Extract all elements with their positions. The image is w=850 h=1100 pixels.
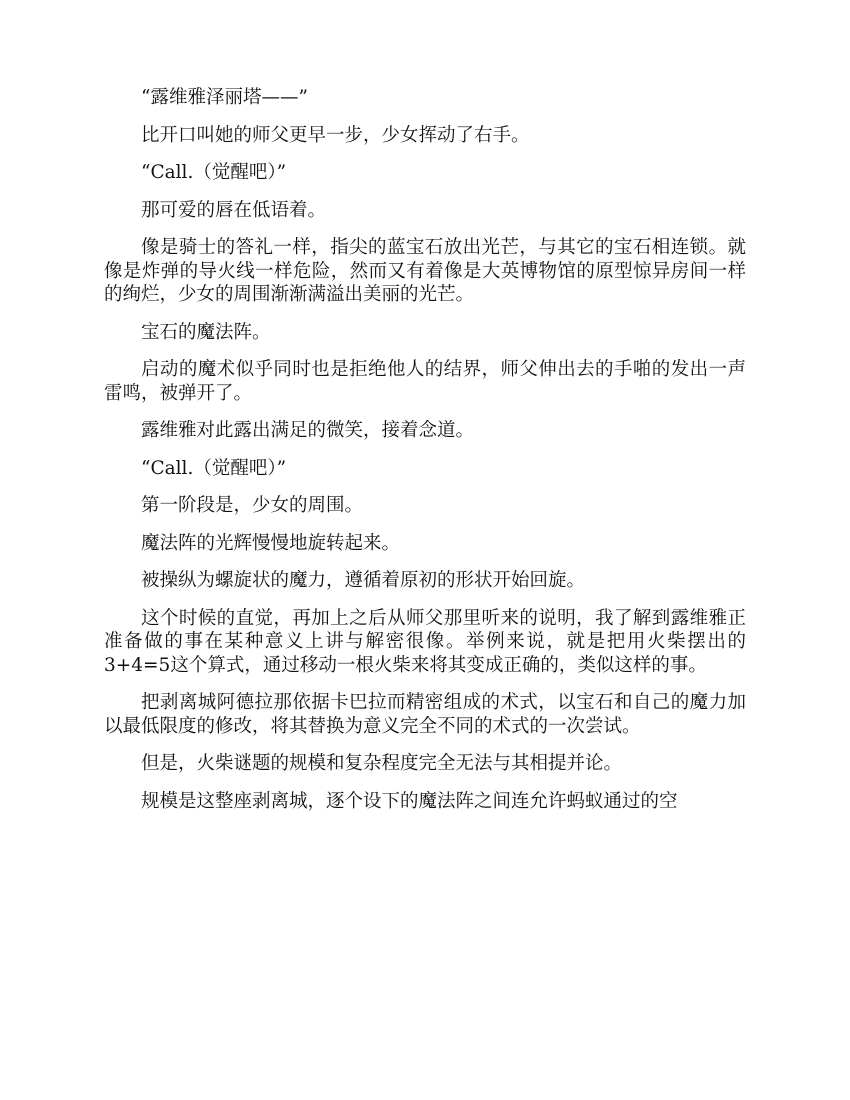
paragraph: 第一阶段是，少女的周围。 bbox=[141, 495, 364, 516]
paragraph: 启动的魔术似乎同时也是拒绝他人的结界，师父伸出去的手啪的发出一声雷鸣，被弹开了。 bbox=[104, 359, 746, 404]
paragraph: 比开口叫她的师父更早一步，少女挥动了右手。 bbox=[141, 124, 530, 146]
paragraph: 那可爱的唇在低语着。 bbox=[141, 199, 327, 221]
paragraph: “Call.（觉醒吧）” bbox=[141, 457, 287, 479]
paragraph: 宝石的魔法阵。 bbox=[141, 321, 271, 343]
paragraph: “Call.（觉醒吧）” bbox=[141, 162, 287, 183]
paragraph: 规模是这整座剥离城，逐个设下的魔法阵之间连允许蚂蚁通过的空 bbox=[141, 790, 678, 812]
paragraph: 像是骑士的答礼一样，指尖的蓝宝石放出光芒，与其它的宝石相连锁。就像是炸弹的导火线一样危险，然而又有着像是大英博物馆的原型惊异房间一样的绚烂，少女的周围渐渐满溢出美丽的光芒。 bbox=[104, 237, 746, 305]
paragraph: 这个时候的直觉，再加上之后从师父那里听来的说明，我了解到露维雅正准备做的事在某种意义上讲与解密很像。举例来说，就是把用火柴摆出的3+4=5这个算式，通过移动一根火柴来将其变成正确的，类似这样的事。 bbox=[104, 607, 746, 676]
paragraph: 露维雅对此露出满足的微笑，接着念道。 bbox=[141, 420, 475, 441]
document-page bbox=[104, 86, 746, 827]
paragraph: 但是，火柴谜题的规模和复杂程度完全无法与其相提并论。 bbox=[141, 753, 623, 774]
paragraph: 被操纵为螺旋状的魔力，遵循着原初的形状开始回旋。 bbox=[141, 570, 586, 591]
paragraph: 魔法阵的光辉慢慢地旋转起来。 bbox=[141, 532, 401, 554]
paragraph: “露维雅泽丽塔——” bbox=[141, 87, 308, 108]
paragraph: 把剥离城阿德拉那依据卡巴拉而精密组成的术式，以宝石和自己的魔力加以最低限度的修改，将其替换为意义完全不同的术式的一次尝试。 bbox=[104, 692, 746, 737]
